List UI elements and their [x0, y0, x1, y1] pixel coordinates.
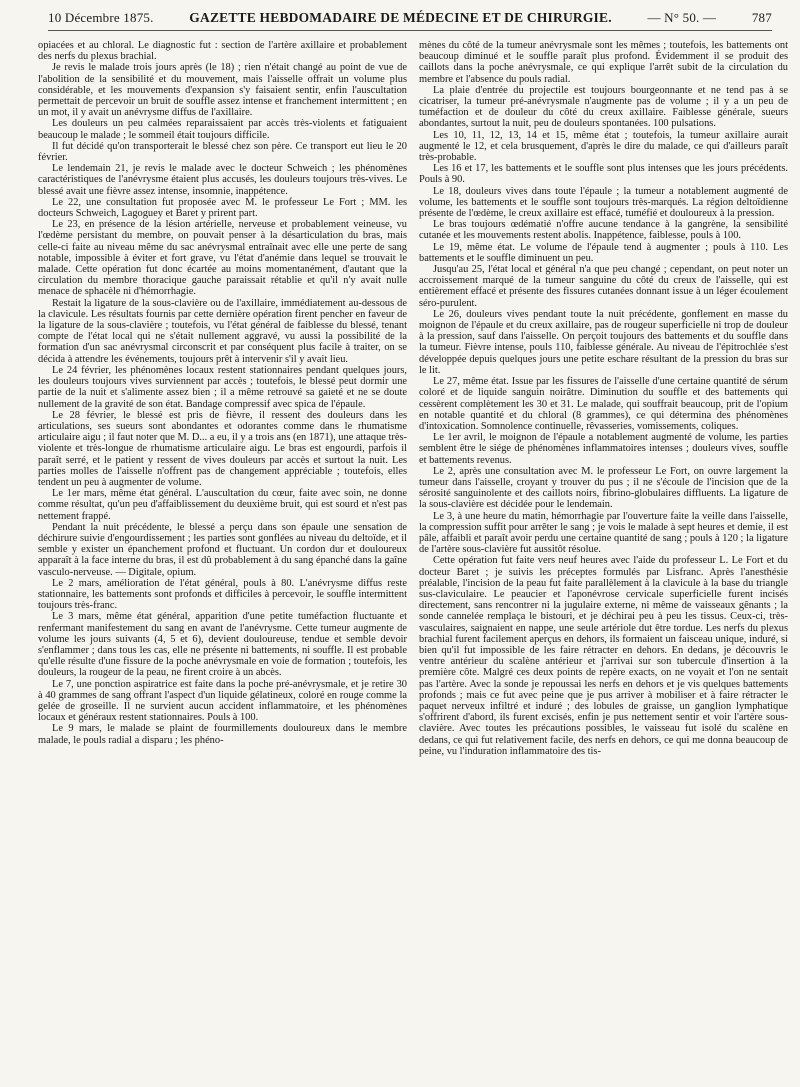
paragraph: Le 19, même état. Le volume de l'épaule tend à augmenter ; pouls à 110. Les battements et le souffle diminuent un peu. — [419, 241, 788, 264]
paragraph: Les 16 et 17, les battements et le souffle sont plus intenses que les jours précédents. Pouls à 90. — [419, 163, 788, 186]
paragraph: Le 18, douleurs vives dans toute l'épaule ; la tumeur a notablement augmenté de volume, les battements et le souffle sont toujours très-marqués. La région deltoïdienne présente de l'œdème, le creux axillaire est effacé, tuméfié et douloureux à la pression. — [419, 185, 788, 220]
paragraph: La plaie d'entrée du projectile est toujours bourgeonnante et ne tend pas à se cicatriser, la tumeur pré-anévrysmale n'augmente pas de volume ; il y a un peu de tuméfaction et de douleur du côté du creux axillaire. Faiblesse générale, sueurs abondantes, surtout la nuit, peu de douleurs spontanées. 100 pulsations. — [419, 84, 788, 130]
paragraph: Le 3, à une heure du matin, hémorrhagie par l'ouverture faite la veille dans l'aisselle, la compression suffit pour arrêter le sang ; je vois le malade à sept heures et demie, il est pâle, affaibli et paraît avoir perdu une certaine quantité de sang ; pouls à 120 ; la ligature de l'artère sous-clavière fut aussitôt résolue. — [419, 510, 788, 556]
page-number: 787 — [751, 10, 772, 25]
paragraph: Il fut décidé qu'on transporterait le blessé chez son père. Ce transport eut lieu le 20 février. — [38, 140, 407, 164]
paragraph: Restait la ligature de la sous-clavière ou de l'axillaire, immédiatement au-dessous de la clavicule. Les résultats fournis par cette dernière opération firent pencher en faveur de la ligature de la sous-clavière ; toutefois, vu l'état général de faiblesse du blessé, tenant compte de l'état local qui ne s'était nullement aggravé, vu aussi la possibilité de la formation d'un sac anévrysmal circonscrit et par conséquent plus facile à traiter, on se décida à attendre les événements, toujours prêt à intervenir s'il y avait lieu. — [38, 297, 407, 365]
paragraph: Pendant la nuit précédente, le blessé a perçu dans son épaule une sensation de déchirure suivie d'engourdissement ; les parties sont gonflées au niveau du deltoïde, et il semble y exister un épanchement profond et fluctuant. Un cordon dur et douloureux apparaît à la face interne du bras, il est dû probablement à du sang épanché dans la gaîne vasculo-nerveuse. — Digitale, opium. — [38, 521, 407, 578]
paragraph: Le 3 mars, même état général, apparition d'une petite tuméfaction fluctuante et renfermant manifestement du sang en avant de l'anévrysme. Cette tumeur augmente de volume les jours suivants (4, 5 et 6), devient douloureuse, tendue et semble devoir s'enflammer ; dans tous les cas, elle ne présente ni battements, ni souffle. Il est probable qu'elle résulte d'une fissure de la poche anévrysmale en voie de formation ; toutefois, les douleurs, la rougeur de la peau, ne firent croire à un abcès. — [38, 611, 407, 679]
paragraph: Le 2 mars, amélioration de l'état général, pouls à 80. L'anévrysme diffus reste stationnaire, les battements sont profonds et difficiles à percevoir, le souffle intermittent toujours très-franc. — [38, 577, 407, 612]
journal-title: GAZETTE HEBDOMADAIRE DE MÉDECINE ET DE CHIRURGIE. — [189, 10, 612, 25]
paragraph: Le 28 février, le blessé est pris de fièvre, il ressent des douleurs dans les articulations, ses sueurs sont abondantes et odorantes comme dans le rhumatisme articulaire aigu ; il faut noter que M. D... a eu, il y a trois ans (en 1871), une attaque très-violente et très-longue de rhumatisme articulaire aigu. Le bras est engourdi, parfois il paraît serré, et le patient y ressent de vives douleurs par accès et surtout la nuit. Les parties molles de l'aisselle n'offrent pas de changement appréciable ; toutefois, elles tendent un peu à augmenter de volume. — [38, 409, 407, 488]
text-columns — [38, 40, 788, 1080]
paragraph: Le bras toujours œdématié n'offre aucune tendance à la gangrène, la sensibilité cutanée et les mouvements restent abolis. Inappétence, faiblesse, pouls à 100. — [419, 219, 788, 242]
paragraph: Le 2, après une consultation avec M. le professeur Le Fort, on ouvre largement la tumeur dans l'aisselle, croyant y trouver du pus ; il ne s'écoule de l'incision que de la sérosité sanguinolente et des caillots noirs, fibrino-globulaires diffluents. La ligature de la sous-clavière est décidée pour le lendemain. — [419, 465, 788, 511]
paragraph: opiacées et au chloral. Le diagnostic fut : section de l'artère axillaire et probablement des nerfs du plexus brachial. — [38, 40, 407, 63]
running-header — [48, 6, 772, 31]
paragraph: Cette opération fut faite vers neuf heures avec l'aide du professeur L. Le Fort et du docteur Baret ; je suivis les préceptes formulés par Lisfranc. Après l'anesthésie préalable, l'incision de la peau fut faite parallèlement à la clavicule à la base du triangle sus-claviculaire. Le peaucier et l'aponévrose cervicale superficielle furent incisés directement, sans rencontrer ni la jugulaire externe, ni même de vaisseaux gênants ; la sonde cannelée remplaça le bistouri, et je déchirai peu à peu les tissus. Ceux-ci, très-vasculaires, saignaient en nappe, une seule artériole dut être tordue. Les nerfs du plexus brachial furent facilement aperçus en dehors, ils formaient un faisceau unique, induré, si bien qu'il fut impossible de les faire rétracter en dehors. En dedans, je découvris le ventre antérieur du scalène antérieur et j'arrivai sur son tubercule d'insertion à la première côte. Malgré ces deux points de repère exacts, on ne voyait et l'on ne sentait pas l'artère. Avec la sonde je repoussai les nerfs en dehors et je vis quelques battements profonds ; mais ce fut avec peine que je pus arriver à mobiliser et à faire rétracter le paquet nerveux infiltré et induré ; des lobules de graisse, un ganglion lymphatique s'offrirent d'abord, ils furent excisés, enfin je pus nettement sentir et voir l'artère sous-clavière. Avec toutes les précautions possibles, le vaisseau fut isolé du scalène en dedans, ce qui fut relativement facile, des nerfs en dehors, ce qui me donna beaucoup de peine, vu l'induration inflammatoire des tis- — [419, 555, 788, 757]
paragraph: Le 9 mars, le malade se plaint de fourmillements douloureux dans le membre malade, le pouls radial a disparu ; les phéno- — [38, 723, 407, 746]
paragraph: Les douleurs un peu calmées reparaissaient par accès très-violents et fatiguaient beaucoup le malade ; le sommeil était toujours difficile. — [38, 118, 407, 141]
paragraph: Le lendemain 21, je revis le malade avec le docteur Schweich ; les phénomènes caractéristiques de l'anévrysme étaient plus accusés, les douleurs toujours très-vives. Le blessé avait une fièvre assez intense, insomnie, inappétence. — [38, 163, 407, 197]
paragraph: Le 1er avril, le moignon de l'épaule a notablement augmenté de volume, les parties semblent être le siége de phénomènes inflammatoires intenses ; douleurs vives, souffle et battements revenus. — [419, 432, 788, 466]
paragraph: Le 22, une consultation fut proposée avec M. le professeur Le Fort ; MM. les docteurs Schweich, Lagoguey et Baret y prirent part. — [38, 196, 407, 220]
issue-number: — N° 50. — — [647, 10, 717, 25]
right-column — [419, 40, 788, 1080]
paragraph: Le 7, une ponction aspiratrice est faite dans la poche pré-anévrysmale, et je retire 30 à 40 grammes de sang offrant l'aspect d'un liquide gélatineux, coloré en rouge comme la gelée de groseille. Il ne survient aucun accident inflammatoire, et les phénomènes locaux et généraux restent stationnaires. Pouls à 100. — [38, 678, 407, 724]
paragraph: Les 10, 11, 12, 13, 14 et 15, même état ; toutefois, la tumeur axillaire aurait augmenté le 12, et cela brusquement, d'après le dire du malade, ce qui d'ailleurs paraît très-probable. — [419, 129, 788, 164]
header-date: 10 Décembre 1875. — [48, 10, 154, 25]
paragraph: Le 1er mars, même état général. L'auscultation du cœur, faite avec soin, ne donne comme résultat, qu'un peu d'affaiblissement du deuxième bruit, qui est sourd et n'est pas nettement frappé. — [38, 488, 407, 522]
paragraph: Le 24 février, les phénomènes locaux restent stationnaires pendant quelques jours, les douleurs toujours vives surviennent par accès ; toutefois, le blessé peut dormir une partie de la nuit et s'alimente assez bien ; il a même retrouvé sa gaieté et ne se doute nullement de la gravité de son état. Bandage compressif avec spica de l'épaule. — [38, 364, 407, 410]
paragraph: Je revis le malade trois jours après (le 18) ; rien n'était changé au point de vue de l'abolition de la sensibilité et du mouvement, mais l'aisselle offrait un volume plus considérable, et les mouvements d'expansion s'y faisaient sentir, enfin l'auscultation permettait de percevoir un bruit de souffle assez intense et franchement intermittent ; en un mot, il y avait un anévrysme diffus de l'axillaire. — [38, 62, 407, 119]
paragraph: Jusqu'au 25, l'état local et général n'a que peu changé ; cependant, on peut noter un accroissement marqué de la tumeur sanguine du côté du creux de l'aisselle, qui est entièrement effacé et présente des fissures cutanées donnant issue à un léger écoulement séro-purulent. — [419, 264, 788, 309]
paragraph: Le 26, douleurs vives pendant toute la nuit précédente, gonflement en masse du moignon de l'épaule et du creux axillaire, pas de rougeur superficielle ni trop de douleur à la pression, sauf dans l'aisselle. On perçoit toujours des battements et du souffle dans la tumeur. Fièvre intense, pouls 110, faiblesse générale. Au niveau de l'épitrochlée s'est développée depuis quelques jours une petite eschare résultant de la pression du bras sur le lit. — [419, 308, 788, 376]
paragraph: Le 27, même état. Issue par les fissures de l'aisselle d'une certaine quantité de sérum coloré et de liquide sanguin noirâtre. Diminution du souffle et des battements qui cessèrent complètement les 30 et 31. Le malade, qui souffrait beaucoup, prit de l'opium en notable quantité et du chloral (8 grammes), ce qui détermina des phénomènes d'intoxication. Somnolence continuelle, rêvasseries, vomissements, coliques. — [419, 376, 788, 432]
paragraph: Le 23, en présence de la lésion artérielle, nerveuse et probablement veineuse, vu l'œdème persistant du membre, on pouvait penser à la désarticulation du bras, mais celle-ci faite au niveau même du sac anévrysmal entraînait avec elle une perte de sang notable, impossible à éviter et fort grave, vu l'état d'anémie dans lequel se trouvait le malade. Cette opération fut donc écartée au moins momentanément, d'autant que la circulation du membre thoracique gauche paraissait rétablie et qu'il n'y avait nulle menace de sphacèle ni d'hémorrhagie. — [38, 219, 407, 298]
paragraph: mènes du côté de la tumeur anévrysmale sont les mêmes ; toutefois, les battements ont beaucoup diminué et le souffle paraît plus profond. Évidemment il se produit des caillots dans la poche anévrysmale, ce qui explique l'arrêt subit de la circulation du membre et l'absence du pouls radial. — [419, 40, 788, 85]
left-column — [38, 40, 407, 1080]
